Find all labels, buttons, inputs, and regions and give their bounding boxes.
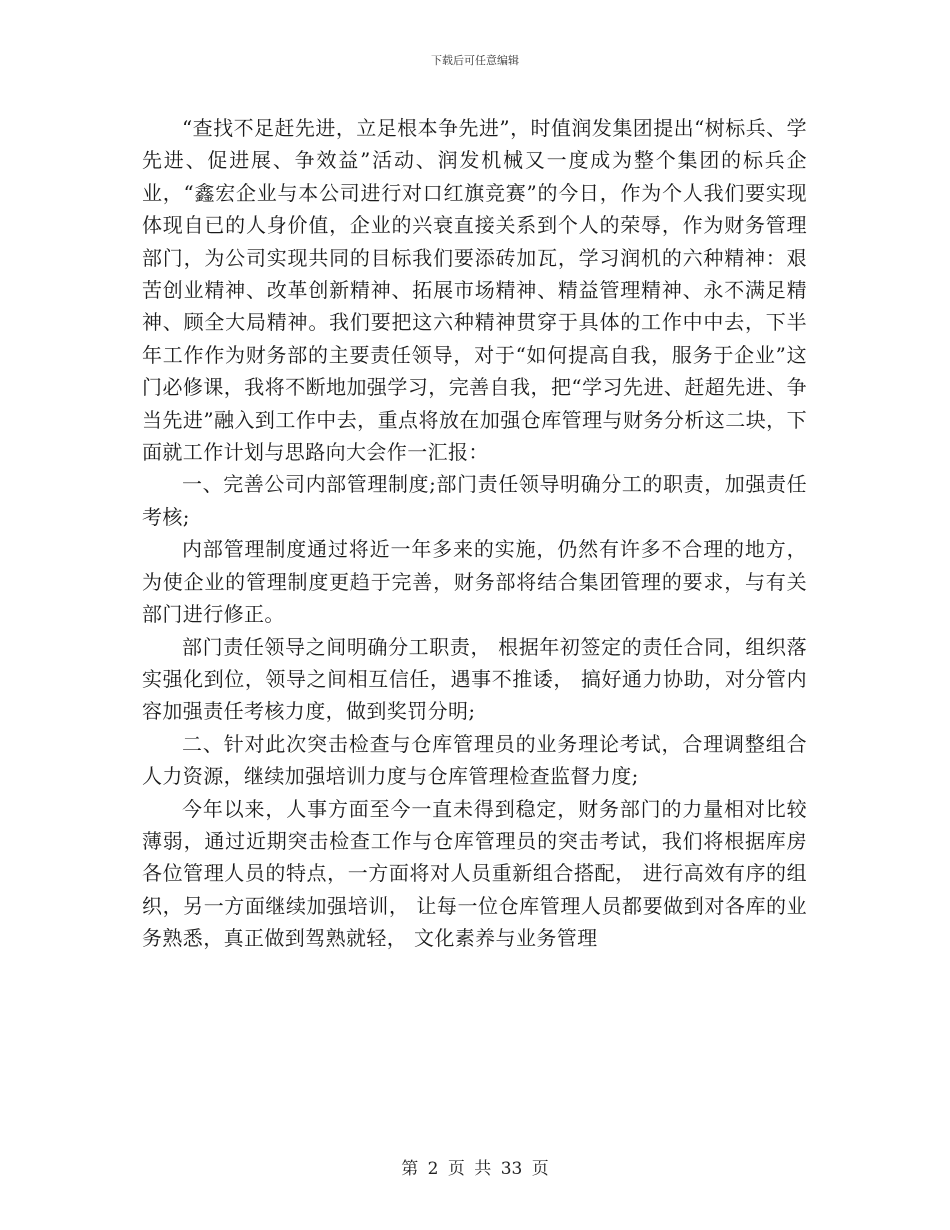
body-text	[142, 112, 807, 955]
paragraph-intro: “查找不足赶先进，立足根本争先进”，时值润发集团提出“树标兵、学先进、促进展、争效益”活动、润发机械又一度成为整个集团的标兵企业，“鑫宏企业与本公司进行对口红旗竞赛”的今日，作为个人我们要实现体现自已的人身价值，企业的兴衰直接关系到个人的荣辱，作为财务管理部门，为公司实现共同的目标我们要添砖加瓦，学习润机的六种精神：艰苦创业精神、改革创新精神、拓展市场精神、精益管理精神、永不满足精神、顾全大局精神。我们要把这六种精神贯穿于具体的工作中中去，下半年工作作为财务部的主要责任领导，对于“如何提高自我，服务于企业”这门必修课，我将不断地加强学习，完善自我，把“学习先进、赶超先进、争当先进”融入到工作中去，重点将放在加强仓库管理与财务分析这二块，下面就工作计划与思路向大会作一汇报：	[142, 116, 807, 465]
page-header: 下载后可任意编辑	[431, 54, 519, 67]
paragraph-personnel: 今年以来，人事方面至今一直未得到稳定，财务部门的力量相对比较薄弱，通过近期突击检查工作与仓库管理员的突击考试，我们将根据库房各位管理人员的特点，一方面将对人员重新组合搭配， 进行高效有序的组织，另一方面继续加强培训， 让每一位仓库管理人员都要做到对各库的业务熟悉，真正做到驾熟就轻， 文化素养与业务管理	[142, 796, 807, 951]
paragraph-management-system: 内部管理制度通过将近一年多来的实施，仍然有许多不合理的地方，为使企业的管理制度更趋于完善，财务部将结合集团管理的要求，与有关部门进行修正。	[142, 537, 807, 627]
paragraph-responsibility: 部门责任领导之间明确分工职责， 根据年初签定的责任合同，组织落实强化到位，领导之间相互信任，遇事不推诿， 搞好通力协助，对分管内容加强责任考核力度，做到奖罚分明;	[142, 634, 807, 724]
page-number-footer: 第 2 页 共 33 页	[401, 1159, 549, 1179]
section-heading-2: 二、针对此次突击检查与仓库管理员的业务理论考试，合理调整组合人力资源，继续加强培训力度与仓库管理检查监督力度;	[142, 731, 807, 789]
section-heading-1: 一、完善公司内部管理制度;部门责任领导明确分工的职责，加强责任考核;	[142, 472, 807, 529]
